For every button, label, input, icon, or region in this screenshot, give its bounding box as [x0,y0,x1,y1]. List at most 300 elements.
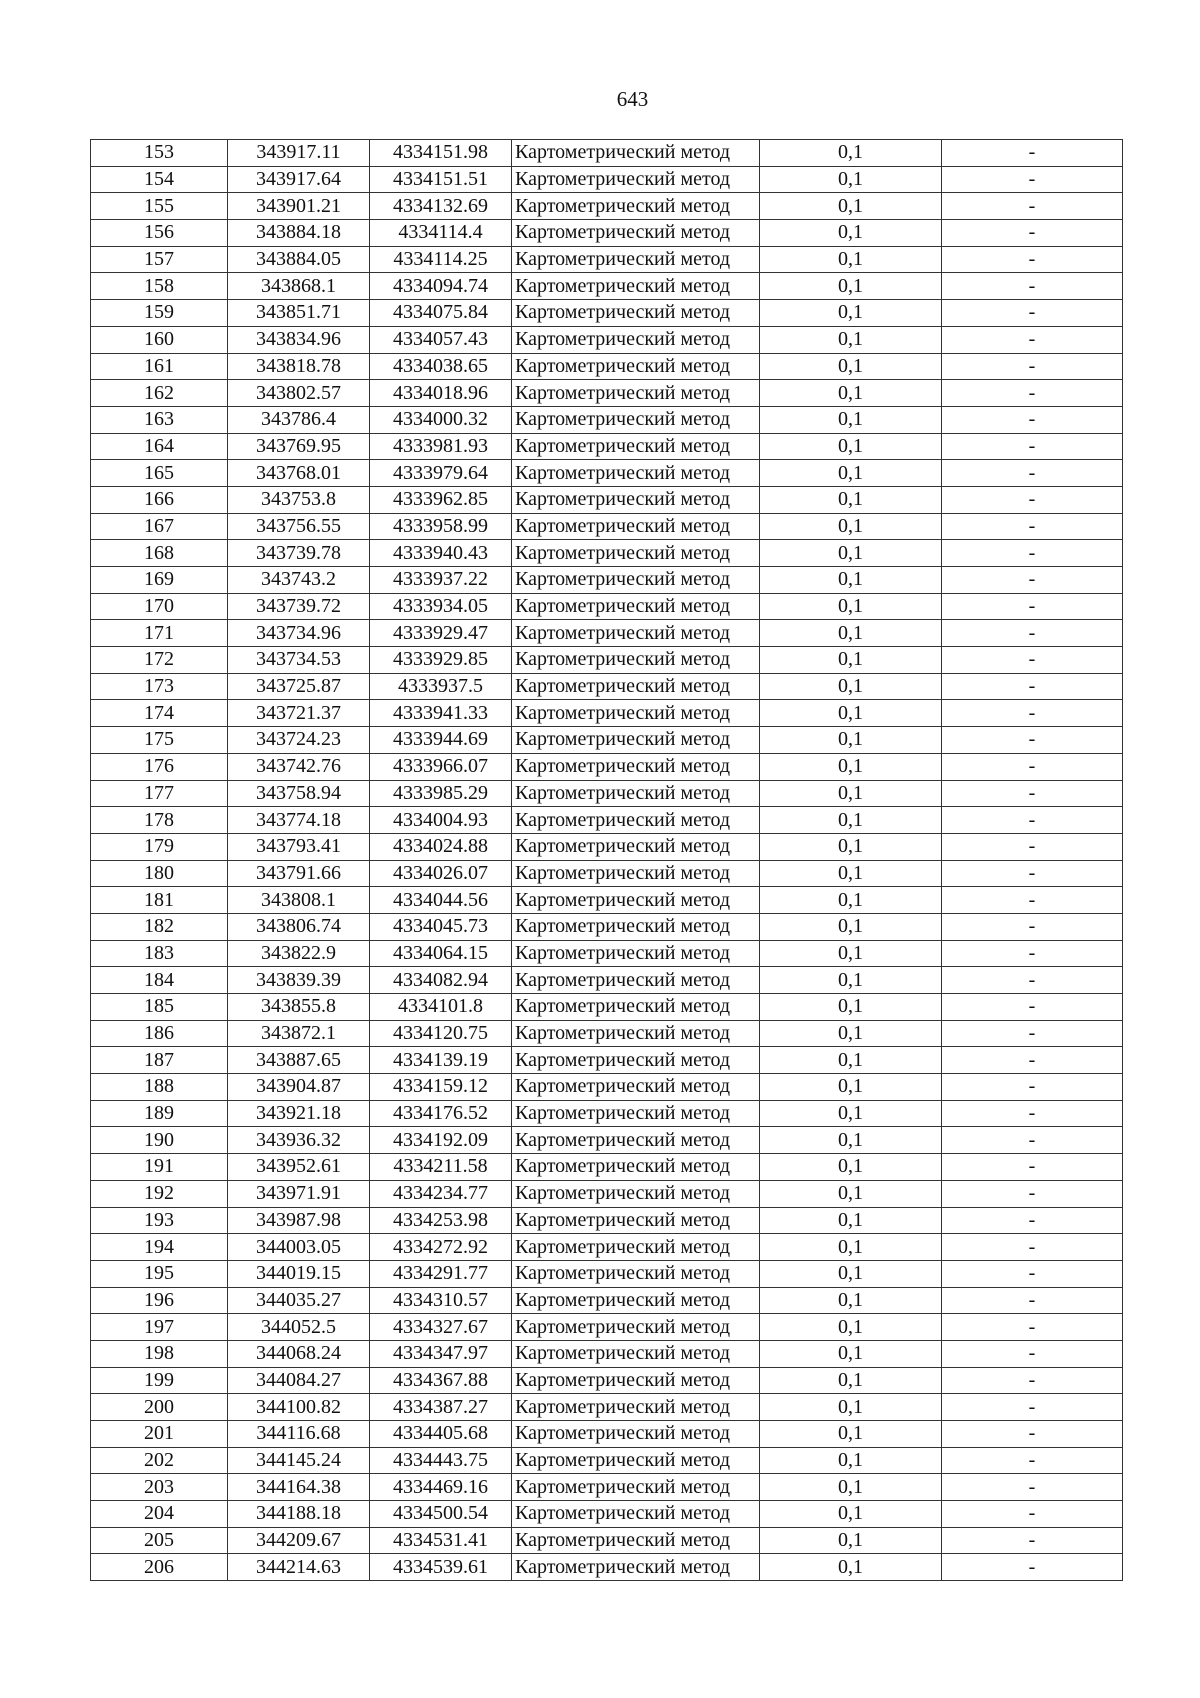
y-coordinate-cell: 4333934.05 [370,593,512,620]
formula-cell: - [942,1100,1123,1127]
formula-cell: - [942,166,1123,193]
point-number-cell: 186 [91,1020,228,1047]
x-coordinate-cell: 343808.1 [228,887,370,914]
table-row [91,246,1123,273]
x-coordinate-cell: 343721.37 [228,700,370,727]
y-coordinate-cell: 4334004.93 [370,807,512,834]
point-number-cell: 180 [91,860,228,887]
table-row [91,1234,1123,1261]
table-row [91,620,1123,647]
table-row [91,326,1123,353]
accuracy-cell: 0,1 [760,1287,942,1314]
method-cell: Картометрический метод [512,486,760,513]
point-number-cell: 162 [91,380,228,407]
x-coordinate-cell: 343904.87 [228,1074,370,1101]
y-coordinate-cell: 4334211.58 [370,1154,512,1181]
accuracy-cell: 0,1 [760,273,942,300]
coordinates-table-body [91,140,1123,1581]
method-cell: Картометрический метод [512,380,760,407]
formula-cell: - [942,1527,1123,1554]
method-cell: Картометрический метод [512,140,760,167]
table-row [91,140,1123,167]
y-coordinate-cell: 4334038.65 [370,353,512,380]
x-coordinate-cell: 344052.5 [228,1314,370,1341]
method-cell: Картометрический метод [512,1554,760,1581]
table-row [91,1074,1123,1101]
accuracy-cell: 0,1 [760,433,942,460]
y-coordinate-cell: 4334176.52 [370,1100,512,1127]
x-coordinate-cell: 343753.8 [228,486,370,513]
method-cell: Картометрический метод [512,460,760,487]
method-cell: Картометрический метод [512,727,760,754]
formula-cell: - [942,380,1123,407]
table-row [91,273,1123,300]
table-row [91,1501,1123,1528]
accuracy-cell: 0,1 [760,1340,942,1367]
table-row [91,780,1123,807]
y-coordinate-cell: 4334120.75 [370,1020,512,1047]
method-cell: Картометрический метод [512,246,760,273]
y-coordinate-cell: 4334469.16 [370,1474,512,1501]
accuracy-cell: 0,1 [760,913,942,940]
accuracy-cell: 0,1 [760,166,942,193]
y-coordinate-cell: 4334327.67 [370,1314,512,1341]
x-coordinate-cell: 344003.05 [228,1234,370,1261]
x-coordinate-cell: 344068.24 [228,1340,370,1367]
point-number-cell: 206 [91,1554,228,1581]
formula-cell: - [942,1287,1123,1314]
formula-cell: - [942,246,1123,273]
method-cell: Картометрический метод [512,300,760,327]
formula-cell: - [942,780,1123,807]
y-coordinate-cell: 4334367.88 [370,1367,512,1394]
accuracy-cell: 0,1 [760,620,942,647]
x-coordinate-cell: 344116.68 [228,1421,370,1448]
x-coordinate-cell: 343887.65 [228,1047,370,1074]
accuracy-cell: 0,1 [760,1100,942,1127]
x-coordinate-cell: 343793.41 [228,833,370,860]
x-coordinate-cell: 343769.95 [228,433,370,460]
x-coordinate-cell: 343743.2 [228,567,370,594]
y-coordinate-cell: 4333929.85 [370,647,512,674]
table-row [91,1127,1123,1154]
table-row [91,1527,1123,1554]
x-coordinate-cell: 343971.91 [228,1180,370,1207]
method-cell: Картометрический метод [512,1234,760,1261]
y-coordinate-cell: 4334291.77 [370,1260,512,1287]
formula-cell: - [942,1154,1123,1181]
accuracy-cell: 0,1 [760,887,942,914]
accuracy-cell: 0,1 [760,994,942,1021]
x-coordinate-cell: 343839.39 [228,967,370,994]
formula-cell: - [942,1207,1123,1234]
table-row [91,380,1123,407]
point-number-cell: 163 [91,406,228,433]
x-coordinate-cell: 344084.27 [228,1367,370,1394]
method-cell: Картометрический метод [512,647,760,674]
point-number-cell: 156 [91,220,228,247]
accuracy-cell: 0,1 [760,1074,942,1101]
formula-cell: - [942,1474,1123,1501]
point-number-cell: 176 [91,753,228,780]
point-number-cell: 173 [91,673,228,700]
method-cell: Картометрический метод [512,406,760,433]
point-number-cell: 190 [91,1127,228,1154]
y-coordinate-cell: 4334539.61 [370,1554,512,1581]
table-row [91,967,1123,994]
formula-cell: - [942,1047,1123,1074]
formula-cell: - [942,1554,1123,1581]
formula-cell: - [942,593,1123,620]
point-number-cell: 205 [91,1527,228,1554]
point-number-cell: 165 [91,460,228,487]
formula-cell: - [942,860,1123,887]
y-coordinate-cell: 4334347.97 [370,1340,512,1367]
accuracy-cell: 0,1 [760,673,942,700]
formula-cell: - [942,1394,1123,1421]
accuracy-cell: 0,1 [760,807,942,834]
method-cell: Картометрический метод [512,860,760,887]
table-row [91,486,1123,513]
x-coordinate-cell: 343851.71 [228,300,370,327]
table-row [91,593,1123,620]
x-coordinate-cell: 343768.01 [228,460,370,487]
formula-cell: - [942,567,1123,594]
method-cell: Картометрический метод [512,1340,760,1367]
table-row [91,994,1123,1021]
formula-cell: - [942,1074,1123,1101]
accuracy-cell: 0,1 [760,1180,942,1207]
y-coordinate-cell: 4334159.12 [370,1074,512,1101]
accuracy-cell: 0,1 [760,326,942,353]
accuracy-cell: 0,1 [760,1554,942,1581]
table-row [91,1047,1123,1074]
x-coordinate-cell: 343791.66 [228,860,370,887]
formula-cell: - [942,406,1123,433]
accuracy-cell: 0,1 [760,593,942,620]
y-coordinate-cell: 4334044.56 [370,887,512,914]
point-number-cell: 191 [91,1154,228,1181]
y-coordinate-cell: 4334094.74 [370,273,512,300]
formula-cell: - [942,1127,1123,1154]
point-number-cell: 172 [91,647,228,674]
method-cell: Картометрический метод [512,353,760,380]
method-cell: Картометрический метод [512,220,760,247]
method-cell: Картометрический метод [512,1047,760,1074]
y-coordinate-cell: 4334151.98 [370,140,512,167]
y-coordinate-cell: 4334045.73 [370,913,512,940]
table-row [91,220,1123,247]
method-cell: Картометрический метод [512,1154,760,1181]
point-number-cell: 179 [91,833,228,860]
y-coordinate-cell: 4333979.64 [370,460,512,487]
method-cell: Картометрический метод [512,1314,760,1341]
point-number-cell: 199 [91,1367,228,1394]
table-row [91,1100,1123,1127]
point-number-cell: 158 [91,273,228,300]
x-coordinate-cell: 343917.11 [228,140,370,167]
y-coordinate-cell: 4333941.33 [370,700,512,727]
method-cell: Картометрический метод [512,700,760,727]
method-cell: Картометрический метод [512,166,760,193]
x-coordinate-cell: 343884.05 [228,246,370,273]
table-row [91,540,1123,567]
accuracy-cell: 0,1 [760,833,942,860]
accuracy-cell: 0,1 [760,727,942,754]
y-coordinate-cell: 4334026.07 [370,860,512,887]
table-row [91,727,1123,754]
point-number-cell: 174 [91,700,228,727]
point-number-cell: 166 [91,486,228,513]
table-row [91,673,1123,700]
formula-cell: - [942,1340,1123,1367]
y-coordinate-cell: 4333985.29 [370,780,512,807]
y-coordinate-cell: 4334387.27 [370,1394,512,1421]
formula-cell: - [942,673,1123,700]
accuracy-cell: 0,1 [760,860,942,887]
y-coordinate-cell: 4334272.92 [370,1234,512,1261]
table-row [91,1314,1123,1341]
formula-cell: - [942,1260,1123,1287]
formula-cell: - [942,833,1123,860]
method-cell: Картометрический метод [512,1527,760,1554]
point-number-cell: 194 [91,1234,228,1261]
x-coordinate-cell: 343884.18 [228,220,370,247]
method-cell: Картометрический метод [512,673,760,700]
point-number-cell: 160 [91,326,228,353]
x-coordinate-cell: 343756.55 [228,513,370,540]
accuracy-cell: 0,1 [760,193,942,220]
y-coordinate-cell: 4334000.32 [370,406,512,433]
formula-cell: - [942,1314,1123,1341]
point-number-cell: 153 [91,140,228,167]
x-coordinate-cell: 344188.18 [228,1501,370,1528]
formula-cell: - [942,193,1123,220]
x-coordinate-cell: 343901.21 [228,193,370,220]
method-cell: Картометрический метод [512,1100,760,1127]
y-coordinate-cell: 4333958.99 [370,513,512,540]
point-number-cell: 171 [91,620,228,647]
accuracy-cell: 0,1 [760,513,942,540]
formula-cell: - [942,913,1123,940]
x-coordinate-cell: 343724.23 [228,727,370,754]
y-coordinate-cell: 4333940.43 [370,540,512,567]
accuracy-cell: 0,1 [760,406,942,433]
y-coordinate-cell: 4334082.94 [370,967,512,994]
method-cell: Картометрический метод [512,433,760,460]
method-cell: Картометрический метод [512,1287,760,1314]
y-coordinate-cell: 4333944.69 [370,727,512,754]
x-coordinate-cell: 344214.63 [228,1554,370,1581]
x-coordinate-cell: 344019.15 [228,1260,370,1287]
point-number-cell: 175 [91,727,228,754]
method-cell: Картометрический метод [512,567,760,594]
formula-cell: - [942,807,1123,834]
accuracy-cell: 0,1 [760,1527,942,1554]
x-coordinate-cell: 343952.61 [228,1154,370,1181]
x-coordinate-cell: 343987.98 [228,1207,370,1234]
accuracy-cell: 0,1 [760,1234,942,1261]
method-cell: Картометрический метод [512,620,760,647]
formula-cell: - [942,647,1123,674]
formula-cell: - [942,994,1123,1021]
accuracy-cell: 0,1 [760,1047,942,1074]
x-coordinate-cell: 344035.27 [228,1287,370,1314]
y-coordinate-cell: 4334018.96 [370,380,512,407]
point-number-cell: 178 [91,807,228,834]
y-coordinate-cell: 4334064.15 [370,940,512,967]
point-number-cell: 181 [91,887,228,914]
accuracy-cell: 0,1 [760,1421,942,1448]
point-number-cell: 201 [91,1421,228,1448]
y-coordinate-cell: 4333937.22 [370,567,512,594]
y-coordinate-cell: 4333966.07 [370,753,512,780]
table-row [91,1554,1123,1581]
y-coordinate-cell: 4334310.57 [370,1287,512,1314]
accuracy-cell: 0,1 [760,940,942,967]
accuracy-cell: 0,1 [760,460,942,487]
method-cell: Картометрический метод [512,940,760,967]
x-coordinate-cell: 343834.96 [228,326,370,353]
table-row [91,1154,1123,1181]
x-coordinate-cell: 343802.57 [228,380,370,407]
method-cell: Картометрический метод [512,1501,760,1528]
x-coordinate-cell: 344100.82 [228,1394,370,1421]
method-cell: Картометрический метод [512,1074,760,1101]
formula-cell: - [942,1367,1123,1394]
point-number-cell: 161 [91,353,228,380]
x-coordinate-cell: 343806.74 [228,913,370,940]
x-coordinate-cell: 343917.64 [228,166,370,193]
point-number-cell: 170 [91,593,228,620]
formula-cell: - [942,700,1123,727]
y-coordinate-cell: 4333929.47 [370,620,512,647]
x-coordinate-cell: 343742.76 [228,753,370,780]
table-row [91,1260,1123,1287]
accuracy-cell: 0,1 [760,567,942,594]
accuracy-cell: 0,1 [760,1394,942,1421]
x-coordinate-cell: 343872.1 [228,1020,370,1047]
formula-cell: - [942,1180,1123,1207]
table-row [91,887,1123,914]
formula-cell: - [942,753,1123,780]
y-coordinate-cell: 4333937.5 [370,673,512,700]
y-coordinate-cell: 4334075.84 [370,300,512,327]
y-coordinate-cell: 4334132.69 [370,193,512,220]
method-cell: Картометрический метод [512,1421,760,1448]
y-coordinate-cell: 4334057.43 [370,326,512,353]
table-row [91,913,1123,940]
method-cell: Картометрический метод [512,1447,760,1474]
method-cell: Картометрический метод [512,513,760,540]
method-cell: Картометрический метод [512,1180,760,1207]
accuracy-cell: 0,1 [760,220,942,247]
accuracy-cell: 0,1 [760,1367,942,1394]
y-coordinate-cell: 4334500.54 [370,1501,512,1528]
formula-cell: - [942,300,1123,327]
x-coordinate-cell: 343868.1 [228,273,370,300]
x-coordinate-cell: 343855.8 [228,994,370,1021]
method-cell: Картометрический метод [512,913,760,940]
accuracy-cell: 0,1 [760,1020,942,1047]
accuracy-cell: 0,1 [760,486,942,513]
formula-cell: - [942,460,1123,487]
page-number: 643 [616,87,649,111]
accuracy-cell: 0,1 [760,700,942,727]
y-coordinate-cell: 4334405.68 [370,1421,512,1448]
accuracy-cell: 0,1 [760,380,942,407]
point-number-cell: 188 [91,1074,228,1101]
accuracy-cell: 0,1 [760,1154,942,1181]
accuracy-cell: 0,1 [760,1207,942,1234]
accuracy-cell: 0,1 [760,540,942,567]
method-cell: Картометрический метод [512,1127,760,1154]
method-cell: Картометрический метод [512,1207,760,1234]
point-number-cell: 167 [91,513,228,540]
point-number-cell: 164 [91,433,228,460]
point-number-cell: 183 [91,940,228,967]
table-row [91,1447,1123,1474]
table-row [91,1287,1123,1314]
table-row [91,567,1123,594]
method-cell: Картометрический метод [512,540,760,567]
table-row [91,1394,1123,1421]
table-row [91,753,1123,780]
formula-cell: - [942,620,1123,647]
method-cell: Картометрический метод [512,967,760,994]
method-cell: Картометрический метод [512,1020,760,1047]
table-row [91,1340,1123,1367]
point-number-cell: 203 [91,1474,228,1501]
table-row [91,166,1123,193]
point-number-cell: 169 [91,567,228,594]
formula-cell: - [942,433,1123,460]
formula-cell: - [942,273,1123,300]
table-row [91,433,1123,460]
x-coordinate-cell: 344145.24 [228,1447,370,1474]
point-number-cell: 202 [91,1447,228,1474]
formula-cell: - [942,326,1123,353]
formula-cell: - [942,1234,1123,1261]
point-number-cell: 159 [91,300,228,327]
formula-cell: - [942,887,1123,914]
table-row [91,193,1123,220]
y-coordinate-cell: 4334531.41 [370,1527,512,1554]
accuracy-cell: 0,1 [760,353,942,380]
point-number-cell: 154 [91,166,228,193]
y-coordinate-cell: 4334192.09 [370,1127,512,1154]
accuracy-cell: 0,1 [760,967,942,994]
point-number-cell: 177 [91,780,228,807]
method-cell: Картометрический метод [512,753,760,780]
point-number-cell: 155 [91,193,228,220]
table-row [91,353,1123,380]
formula-cell: - [942,1501,1123,1528]
accuracy-cell: 0,1 [760,300,942,327]
table-row [91,647,1123,674]
method-cell: Картометрический метод [512,193,760,220]
accuracy-cell: 0,1 [760,1474,942,1501]
table-row [91,300,1123,327]
accuracy-cell: 0,1 [760,753,942,780]
x-coordinate-cell: 344209.67 [228,1527,370,1554]
method-cell: Картометрический метод [512,807,760,834]
x-coordinate-cell: 343936.32 [228,1127,370,1154]
y-coordinate-cell: 4333981.93 [370,433,512,460]
y-coordinate-cell: 4334114.25 [370,246,512,273]
formula-cell: - [942,140,1123,167]
method-cell: Картометрический метод [512,994,760,1021]
